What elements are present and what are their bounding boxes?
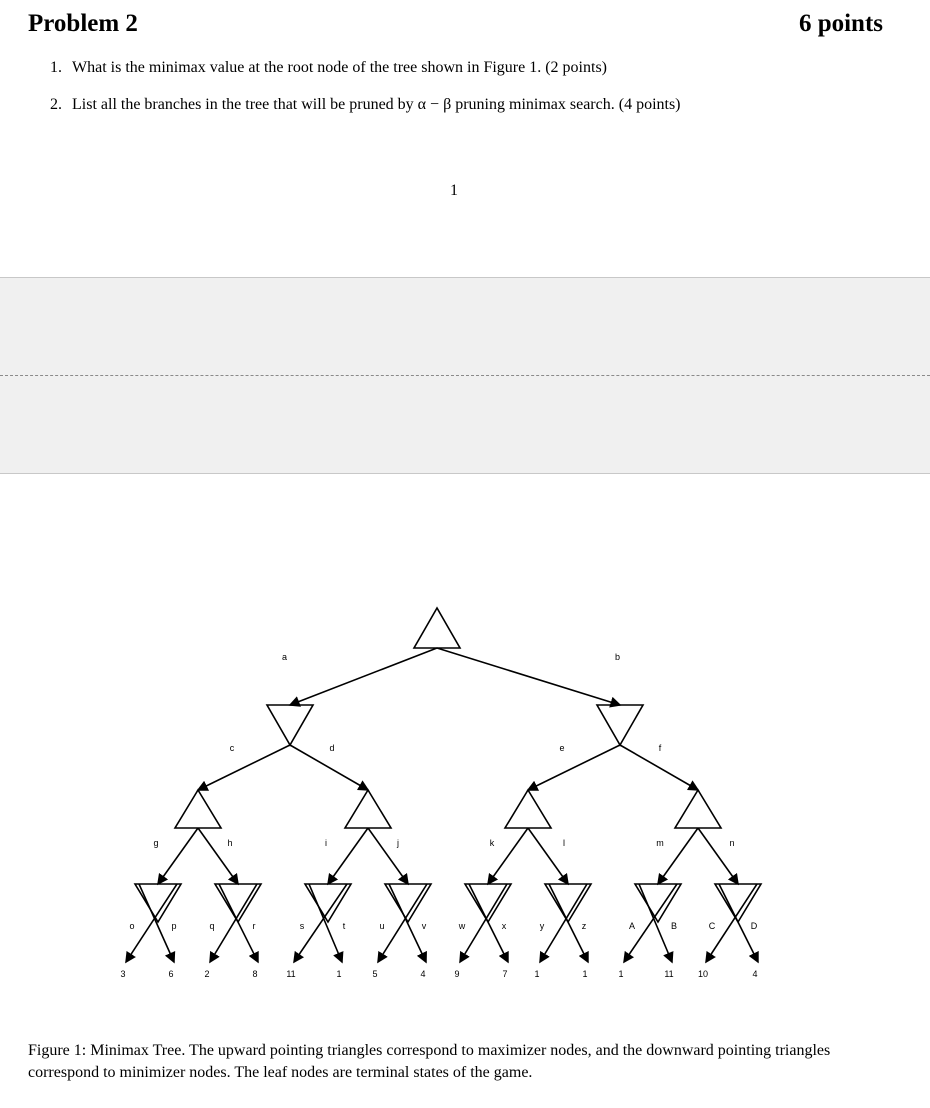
branch-e xyxy=(528,745,620,790)
branch-w xyxy=(460,884,507,962)
branch-label-s: s xyxy=(299,921,305,931)
branch-label-o: o xyxy=(129,921,135,931)
page-break-line xyxy=(0,375,930,376)
leaf-value-14: 11 xyxy=(664,969,674,979)
branch-label-p: p xyxy=(171,921,177,931)
branch-b xyxy=(437,648,620,705)
branch-label-x: x xyxy=(501,921,507,931)
branch-label-h: h xyxy=(227,838,233,848)
question-2-text: List all the branches in the tree that will be pruned by α − β pruning minimax search. (4 points) xyxy=(72,96,681,113)
branch-label-i: i xyxy=(325,838,327,848)
max-node-level2-1 xyxy=(175,790,221,828)
leaf-value-13: 1 xyxy=(618,969,624,979)
question-1 xyxy=(50,59,607,77)
branch-label-e: e xyxy=(559,743,565,753)
branch-c xyxy=(198,745,290,790)
branch-label-j: j xyxy=(397,838,399,848)
figure-caption: Figure 1: Minimax Tree. The upward pointing triangles correspond to maximizer nodes, and the downward pointing triangles correspond to minimizer nodes. The leaf nodes are terminal states of the game. xyxy=(28,1042,831,1081)
branch-label-z: z xyxy=(581,921,587,931)
leaf-value-6: 1 xyxy=(336,969,342,979)
branch-label-g: g xyxy=(153,838,159,848)
leaf-value-7: 5 xyxy=(372,969,378,979)
max-node-level2-3 xyxy=(505,790,551,828)
leaf-value-5: 11 xyxy=(286,969,296,979)
branch-label-w: w xyxy=(458,921,466,931)
leaf-value-8: 4 xyxy=(420,969,426,979)
problem-title: Problem 2 xyxy=(28,10,138,37)
question-2 xyxy=(50,96,681,114)
leaf-value-3: 2 xyxy=(204,969,210,979)
leaf-value-11: 1 xyxy=(534,969,540,979)
branch-label-D: D xyxy=(750,921,758,931)
branch-label-y: y xyxy=(539,921,545,931)
branch-label-q: q xyxy=(209,921,215,931)
branch-label-c: c xyxy=(229,743,235,753)
leaf-value-2: 6 xyxy=(168,969,174,979)
branch-label-d: d xyxy=(329,743,335,753)
leaf-value-15: 10 xyxy=(697,969,709,979)
branch-label-b: b xyxy=(614,652,621,662)
branch-l xyxy=(528,828,568,884)
branch-k xyxy=(488,828,528,884)
leaf-value-9: 9 xyxy=(454,969,460,979)
leaf-value-16: 4 xyxy=(752,969,758,979)
branch-a xyxy=(290,648,437,705)
min-node-level1-2 xyxy=(597,705,643,745)
branch-m xyxy=(658,828,698,884)
min-node-level1-1 xyxy=(267,705,313,745)
branch-g xyxy=(158,828,198,884)
branch-label-r: r xyxy=(252,921,256,931)
root-max-node xyxy=(414,608,460,648)
branch-label-t: t xyxy=(342,921,346,931)
question-2-number: 2. xyxy=(50,96,62,113)
branch-B xyxy=(639,884,672,962)
branch-label-n: n xyxy=(729,838,735,848)
branch-label-u: u xyxy=(379,921,385,931)
branch-h xyxy=(198,828,238,884)
branch-label-f: f xyxy=(658,743,662,753)
branch-label-a: a xyxy=(281,652,288,662)
branch-j xyxy=(368,828,408,884)
page-break-band xyxy=(0,277,930,474)
page-number: 1 xyxy=(450,182,458,199)
branch-label-l: l xyxy=(563,838,565,848)
leaf-value-4: 8 xyxy=(252,969,258,979)
branch-q xyxy=(210,884,257,962)
branch-label-v: v xyxy=(421,921,427,931)
points-title: 6 points xyxy=(798,10,883,37)
branch-t xyxy=(309,884,342,962)
branch-label-k: k xyxy=(489,838,495,848)
question-1-text: What is the minimax value at the root node of the tree shown in Figure 1. (2 points) xyxy=(72,59,607,76)
branch-i xyxy=(328,828,368,884)
branch-n xyxy=(698,828,738,884)
branch-label-C: C xyxy=(708,921,716,931)
branch-y xyxy=(540,884,587,962)
leaf-value-12: 1 xyxy=(582,969,588,979)
leaf-value-10: 7 xyxy=(502,969,508,979)
max-node-level2-2 xyxy=(345,790,391,828)
leaf-value-1: 3 xyxy=(120,969,126,979)
branch-label-A: A xyxy=(628,921,636,931)
question-1-number: 1. xyxy=(50,59,62,76)
minimax-tree-figure xyxy=(0,600,930,990)
max-node-level2-4 xyxy=(675,790,721,828)
branch-label-m: m xyxy=(656,838,664,848)
branch-label-B: B xyxy=(670,921,678,931)
